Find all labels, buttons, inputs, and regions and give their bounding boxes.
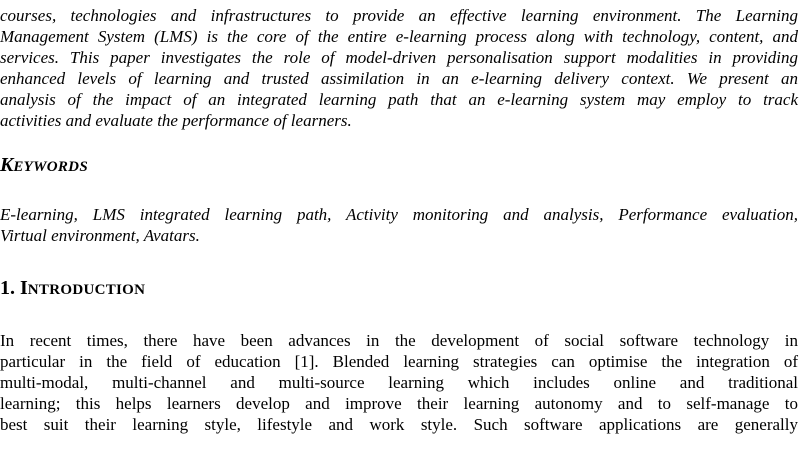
keywords-line: Virtual environment, Avatars. <box>0 226 200 245</box>
introduction-line: learning; this helps learners develop and improve their learning autonomy and to self-manage to <box>0 394 798 413</box>
introduction-line: multi-modal, multi-channel and multi-source learning which includes online and traditional <box>0 373 798 392</box>
abstract-line: services. This paper investigates the role of model-driven personalisation support modalities in providing <box>0 48 798 67</box>
introduction-line: particular in the field of education [1]. Blended learning strategies can optimise the integration of <box>0 352 798 371</box>
introduction-heading-initial: I <box>20 277 28 299</box>
introduction-heading <box>0 277 145 300</box>
introduction-heading-number: 1. <box>0 277 20 299</box>
abstract-line: analysis of the impact of an integrated learning path that an e-learning system may employ to track <box>0 90 798 109</box>
abstract-line: activities and evaluate the performance of learners. <box>0 111 352 130</box>
keywords-heading <box>0 154 88 177</box>
keywords-heading-initial: K <box>0 154 14 176</box>
abstract-line: enhanced levels of learning and trusted assimilation in an e-learning delivery context. We present an <box>0 69 798 88</box>
introduction-line: In recent times, there have been advances in the development of social software technology in <box>0 331 798 350</box>
keywords-heading-rest: EYWORDS <box>13 159 88 175</box>
introduction-line: best suit their learning style, lifestyle and work style. Such software applications are generally <box>0 415 798 434</box>
abstract-line: Management System (LMS) is the core of the entire e-learning process along with technology, content, and <box>0 27 798 46</box>
keywords-line: E-learning, LMS integrated learning path, Activity monitoring and analysis, Performance evaluation, <box>0 205 798 224</box>
introduction-heading-rest: NTRODUCTION <box>27 282 146 298</box>
abstract-line: courses, technologies and infrastructures to provide an effective learning environment. The Learning <box>0 6 798 25</box>
